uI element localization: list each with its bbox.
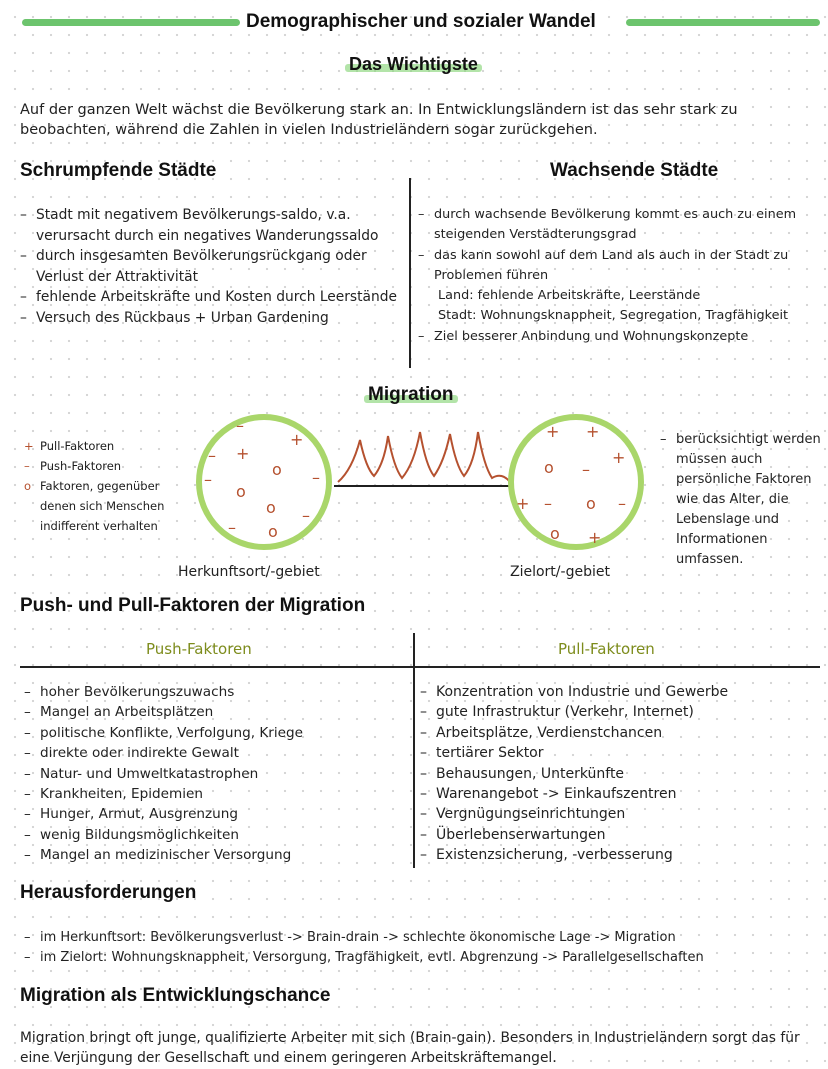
circle-icon: o <box>550 524 560 543</box>
push-heading: Push-Faktoren <box>146 640 252 658</box>
circle-icon: o <box>272 460 282 479</box>
list-item: – Krankheiten, Epidemien <box>24 784 409 804</box>
list-item: – Vergnügungseinrichtungen <box>420 804 822 824</box>
list-item: – Überlebenserwartungen <box>420 825 822 845</box>
growing-heading: Wachsende Städte <box>550 160 719 181</box>
plus-icon: + <box>236 444 250 463</box>
title-bar-left <box>22 19 240 26</box>
destination-circle <box>508 414 644 550</box>
list-item: – Hunger, Armut, Ausgrenzung <box>24 804 409 824</box>
list-item: – im Herkunftsort: Bevölkerungsverlust -> Brain-drain -> schlechte ökonomische Lage -> Migration <box>24 928 822 948</box>
minus-icon: – <box>204 470 212 489</box>
migration-connector <box>330 420 520 495</box>
destination-label: Zielort/-gebiet <box>510 564 610 580</box>
circle-icon: o <box>236 482 246 501</box>
list-item: – durch insgesamten Bevölkerungsrückgang oder Verlust der Attraktivität <box>20 246 405 287</box>
challenges-heading: Herausforderungen <box>20 882 197 903</box>
list-item: – fehlende Arbeitskräfte und Kosten durch Leerstände <box>20 287 405 308</box>
column-divider <box>409 178 411 368</box>
list-item: – durch wachsende Bevölkerung kommt es auch zu einem steigenden Verstädterungsgrad <box>418 205 820 246</box>
sub-item-stadt: Stadt: Wohnungsknappheit, Segregation, Tragfähigkeit <box>438 308 789 324</box>
circle-icon: o <box>266 498 276 517</box>
list-item: – Warenangebot -> Einkaufszentren <box>420 784 822 804</box>
push-pull-heading: Push- und Pull-Faktoren der Migration <box>20 595 366 616</box>
list-item: – Behausungen, Unterkünfte <box>420 764 822 784</box>
minus-icon: – <box>312 468 320 487</box>
list-item: – Versuch des Rückbaus + Urban Gardening <box>20 308 405 329</box>
plus-icon: + <box>588 528 602 547</box>
growing-list <box>418 205 820 347</box>
plus-icon: + <box>290 430 304 449</box>
table-column-divider <box>413 633 415 868</box>
circle-icon: o <box>268 522 278 541</box>
minus-icon: – <box>208 446 216 465</box>
list-item: – tertiärer Sektor <box>420 743 822 763</box>
legend-item-push: – Push-Faktoren <box>24 456 189 476</box>
shrinking-list <box>20 205 405 328</box>
plus-icon: + <box>586 422 600 441</box>
note-text: – berücksichtigt werden müssen auch persönliche Faktoren wie das Alter, die Lebenslage und Informationen umfassen. <box>660 430 822 570</box>
circle-icon: o <box>24 479 32 493</box>
sub-item-land: Land: fehlende Arbeitskräfte, Leerstände <box>438 288 701 304</box>
minus-icon: – <box>618 494 626 513</box>
list-item: – Ziel besserer Anbindung und Wohnungskonzepte <box>418 327 820 347</box>
list-item: – im Zielort: Wohnungsknappheit, Versorgung, Tragfähigkeit, evtl. Abgrenzung -> Parallelgesellschaften <box>24 948 822 968</box>
legend-item-pull: + Pull-Faktoren <box>24 436 189 456</box>
migration-heading-text: Migration <box>364 384 458 406</box>
list-item: – Mangel an medizinischer Versorgung <box>24 845 409 865</box>
list-item: – Stadt mit negativem Bevölkerungs-saldo, v.a. verursacht durch ein negatives Wanderungssaldo <box>20 205 405 246</box>
pull-list <box>420 682 822 866</box>
plus-icon: + <box>546 422 560 441</box>
plus-icon: + <box>612 448 626 467</box>
minus-icon: – <box>228 518 236 537</box>
challenges-list <box>24 928 822 968</box>
subtitle <box>345 54 482 75</box>
push-list <box>24 682 409 866</box>
shrinking-heading: Schrumpfende Städte <box>20 160 217 181</box>
list-item: – Natur- und Umweltkatastrophen <box>24 764 409 784</box>
opportunity-heading: Migration als Entwicklungschance <box>20 985 331 1006</box>
circle-icon: o <box>544 458 554 477</box>
legend-item-indifferent: o Faktoren, gegenüber denen sich Menschen indifferent verhalten <box>24 476 189 536</box>
circle-icon: o <box>586 494 596 513</box>
migration-note <box>660 430 822 570</box>
intro-paragraph: Auf der ganzen Welt wächst die Bevölkerung stark an. In Entwicklungsländern ist das sehr stark zu beobachten, während die Zahlen in vielen Industrieländern sogar zurückgehen. <box>20 102 738 138</box>
migration-heading <box>364 384 458 406</box>
list-item: – wenig Bildungsmöglichkeiten <box>24 825 409 845</box>
migration-legend <box>24 436 189 536</box>
opportunity-paragraph: Migration bringt oft junge, qualifizierte Arbeiter mit sich (Brain-gain). Besonders in Industrieländern sorgt das für eine Verjüngung der Gesellschaft und einem geringeren Arbeitskräftemangel. <box>20 1030 800 1066</box>
list-item: – Existenzsicherung, -verbesserung <box>420 845 822 865</box>
plus-icon: + <box>24 439 34 453</box>
minus-icon: – <box>302 506 310 525</box>
list-item: – gute Infrastruktur (Verkehr, Internet) <box>420 702 822 722</box>
list-item: – Arbeitsplätze, Verdienstchancen <box>420 723 822 743</box>
table-header-divider <box>20 666 820 668</box>
pull-heading: Pull-Faktoren <box>558 640 655 658</box>
list-item: – Konzentration von Industrie und Gewerbe <box>420 682 822 702</box>
minus-icon: – <box>24 459 30 473</box>
list-item: – politische Konflikte, Verfolgung, Kriege <box>24 723 409 743</box>
minus-icon: – <box>236 416 244 435</box>
page-title: Demographischer und sozialer Wandel <box>246 11 596 32</box>
minus-icon: – <box>582 460 590 479</box>
minus-icon: – <box>544 494 552 513</box>
list-item: – direkte oder indirekte Gewalt <box>24 743 409 763</box>
subtitle-text: Das Wichtigste <box>345 54 482 75</box>
list-item: – hoher Bevölkerungszuwachs <box>24 682 409 702</box>
list-item: – Mangel an Arbeitsplätzen <box>24 702 409 722</box>
origin-label: Herkunftsort/-gebiet <box>178 564 320 580</box>
plus-icon: + <box>516 494 530 513</box>
title-bar-right <box>626 19 820 26</box>
list-item: – das kann sowohl auf dem Land als auch in der Stadt zu Problemen führen <box>418 246 820 287</box>
